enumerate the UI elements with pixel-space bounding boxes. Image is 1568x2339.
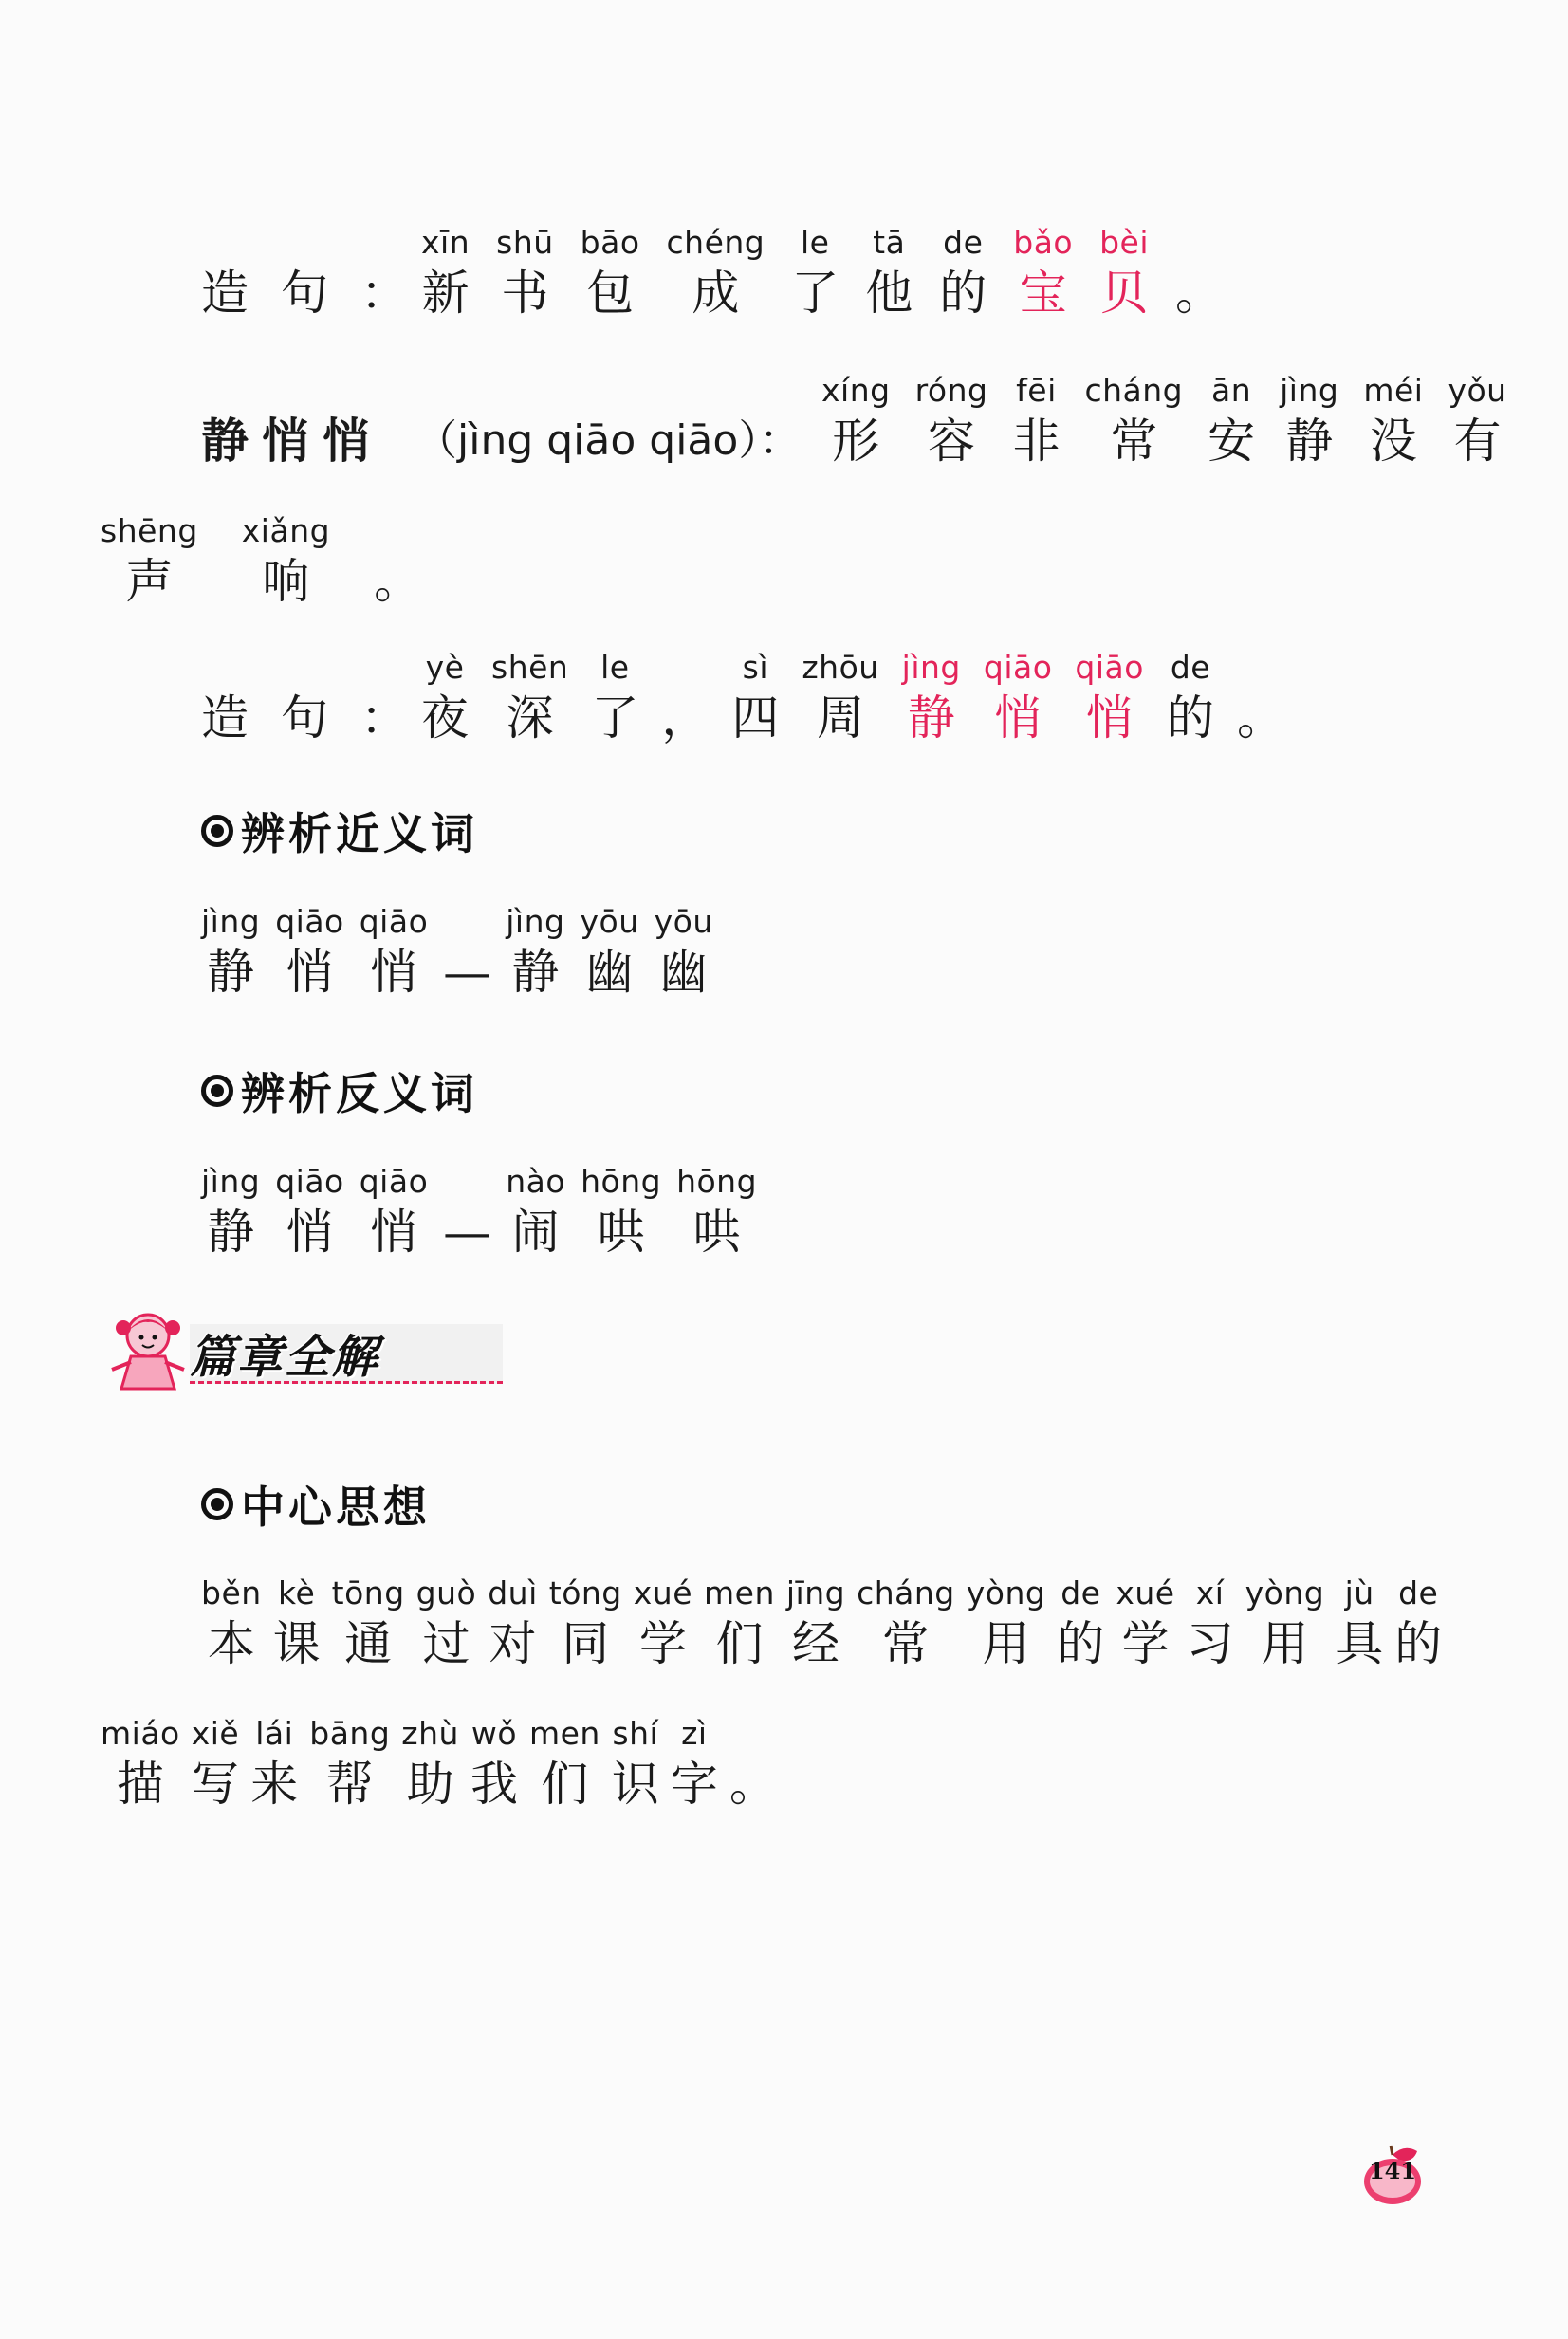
- hanzi-cell: [580, 903, 638, 1004]
- hanzi-cell: [443, 1163, 490, 1263]
- pinyin: chéng: [666, 224, 766, 261]
- hanzi-cell: [984, 649, 1053, 749]
- synonyms-line: [201, 903, 713, 1004]
- hanzi-cell: [242, 512, 330, 613]
- hanzi: 没: [1369, 414, 1417, 469]
- pinyin: tā: [873, 224, 906, 261]
- hanzi-cell: [401, 1715, 459, 1815]
- pinyin: tōng: [331, 1575, 405, 1612]
- page-number: 141: [1368, 2157, 1417, 2184]
- synonyms-heading: 辨析近义词: [201, 800, 478, 862]
- hanzi-cell: [360, 649, 408, 749]
- pinyin: duì: [488, 1575, 538, 1612]
- hanzi-cell: [786, 1575, 845, 1675]
- hanzi: 本: [207, 1616, 255, 1671]
- hanzi: 成: [692, 266, 740, 321]
- hanzi: 悄: [1085, 691, 1134, 746]
- hanzi-cell: [374, 512, 421, 613]
- hanzi: 静: [1285, 414, 1334, 469]
- hanzi: 常: [881, 1616, 930, 1671]
- hanzi: 幽: [585, 945, 634, 1000]
- pinyin: yōu: [654, 903, 713, 940]
- reading-close: ）：: [738, 416, 802, 465]
- hanzi-cell: [488, 1575, 538, 1675]
- pinyin: lái: [255, 1715, 294, 1752]
- pinyin: jìng: [201, 1163, 261, 1200]
- hanzi: 过: [422, 1616, 470, 1671]
- hanzi-cell: [491, 649, 568, 749]
- hanzi: 悄: [994, 691, 1042, 746]
- pinyin: le: [801, 224, 830, 261]
- hanzi: 。: [729, 1757, 777, 1812]
- pinyin: zhōu: [802, 649, 879, 686]
- hanzi-cell: [281, 224, 328, 324]
- hanzi: 静: [907, 691, 955, 746]
- hanzi-cell: [1280, 372, 1338, 472]
- hanzi-cell: [967, 1575, 1046, 1675]
- hanzi: 悄: [286, 1205, 334, 1260]
- pinyin: qiāo: [275, 1163, 344, 1200]
- hanzi-cell: [704, 1575, 775, 1675]
- hanzi: 夜: [421, 691, 469, 746]
- hanzi-cell: [729, 1715, 777, 1815]
- hanzi-cell: [201, 649, 249, 749]
- hanzi-cell: [360, 1163, 429, 1263]
- hanzi-cell: [581, 1163, 661, 1263]
- hanzi: 宝: [1019, 266, 1067, 321]
- hanzi-cell: [201, 224, 249, 324]
- hanzi: 。: [1236, 691, 1284, 746]
- pinyin: méi: [1363, 372, 1424, 409]
- pinyin: de: [1398, 1575, 1439, 1612]
- hanzi-cell: [332, 1575, 405, 1675]
- hanzi: 识: [611, 1757, 659, 1812]
- hanzi: 哄: [692, 1205, 741, 1260]
- hanzi: 句: [281, 266, 328, 321]
- hanzi-cell: [1116, 1575, 1174, 1675]
- hanzi-cell: [506, 903, 564, 1004]
- pinyin: fēi: [1016, 372, 1057, 409]
- hanzi: 幽: [659, 945, 708, 1000]
- pinyin: kè: [278, 1575, 316, 1612]
- hanzi-cell: [821, 372, 891, 472]
- pinyin: xīn: [421, 224, 470, 261]
- hanzi-cell: [1012, 372, 1060, 472]
- pinyin: róng: [914, 372, 988, 409]
- hanzi: 周: [817, 691, 864, 746]
- chapter-banner-label: 篇章全解: [190, 1324, 503, 1384]
- hanzi-cell: [549, 1575, 622, 1675]
- hanzi: 包: [586, 266, 635, 321]
- hanzi: 课: [272, 1616, 321, 1671]
- pinyin: qiāo: [359, 903, 429, 940]
- pinyin: qiāo: [359, 1163, 429, 1200]
- hanzi: 。: [374, 554, 422, 609]
- hanzi: 经: [791, 1616, 839, 1671]
- hanzi-cell: [791, 224, 839, 324]
- hanzi: 哄: [597, 1205, 645, 1260]
- pinyin: bāng: [309, 1715, 391, 1752]
- hanzi-cell: [581, 224, 640, 324]
- pinyin: xí: [1195, 1575, 1225, 1612]
- hanzi: 声: [125, 554, 174, 609]
- pinyin: de: [1061, 1575, 1101, 1612]
- pinyin: cháng: [1084, 372, 1184, 409]
- hanzi: 助: [406, 1757, 454, 1812]
- hanzi: 通: [344, 1616, 393, 1671]
- pinyin: shēng: [101, 512, 198, 549]
- pinyin: shí: [612, 1715, 659, 1752]
- hanzi: 具: [1336, 1616, 1384, 1671]
- pinyin: qiāo: [1075, 649, 1144, 686]
- hanzi: 用: [982, 1616, 1030, 1671]
- pinyin: xiǎng: [241, 512, 331, 549]
- hanzi-cell: [360, 903, 429, 1004]
- hanzi: 闹: [511, 1205, 560, 1260]
- hanzi-cell: [323, 372, 370, 472]
- girl-icon: [99, 1307, 203, 1392]
- hanzi-cell: [443, 903, 490, 1004]
- hanzi-cell: [496, 224, 554, 324]
- hanzi: 书: [501, 266, 549, 321]
- pinyin: zì: [681, 1715, 708, 1752]
- pinyin: hōng: [581, 1163, 662, 1200]
- hanzi: 同: [562, 1616, 610, 1671]
- hanzi: 悄: [262, 414, 309, 469]
- pinyin: bǎo: [1013, 224, 1074, 261]
- hanzi: 贝: [1100, 266, 1149, 321]
- hanzi-cell: [1057, 1575, 1104, 1675]
- hanzi: ：: [360, 691, 408, 746]
- hanzi-cell: [1167, 649, 1214, 749]
- hanzi-cell: [421, 649, 469, 749]
- hanzi-cell: [1099, 224, 1149, 324]
- central-idea-line-2: [101, 1715, 777, 1815]
- hanzi: ，: [661, 691, 710, 746]
- hanzi-cell: [309, 1715, 390, 1815]
- reading-open: （: [415, 416, 457, 465]
- hanzi: ：: [360, 266, 408, 321]
- hanzi: 的: [939, 266, 987, 321]
- hanzi: 对: [489, 1616, 537, 1671]
- pinyin: men: [528, 1715, 600, 1752]
- hanzi-cell: [1237, 649, 1284, 749]
- hanzi-cell: [360, 224, 408, 324]
- hanzi-cell: [1245, 1575, 1325, 1675]
- hanzi-cell: [671, 1715, 718, 1815]
- hanzi: 悄: [286, 945, 334, 1000]
- hanzi: 常: [1110, 414, 1158, 469]
- hanzi-cell: [506, 1163, 565, 1263]
- pinyin: jìng: [506, 903, 565, 940]
- hanzi-cell: [591, 649, 638, 749]
- hanzi-cell: [529, 1715, 600, 1815]
- hanzi: 了: [591, 691, 639, 746]
- pinyin: tóng: [548, 1575, 622, 1612]
- hanzi: 静: [511, 945, 560, 1000]
- pinyin: jìng: [1280, 372, 1339, 409]
- pinyin: men: [704, 1575, 775, 1612]
- pinyin: xué: [1116, 1575, 1175, 1612]
- hanzi: 了: [791, 266, 839, 321]
- pinyin: xiě: [191, 1715, 240, 1752]
- hanzi: —: [443, 1205, 491, 1260]
- hanzi-cell: [1187, 1575, 1234, 1675]
- hanzi: 我: [470, 1757, 518, 1812]
- hanzi: 四: [731, 691, 780, 746]
- hanzi: 他: [865, 266, 913, 321]
- hanzi-cell: [275, 1163, 344, 1263]
- hanzi-cell: [676, 1163, 757, 1263]
- hanzi: 习: [1186, 1616, 1234, 1671]
- entry-definition-line-2: [101, 512, 421, 613]
- example-sentence-2: [201, 649, 1284, 749]
- hanzi: 静: [207, 945, 255, 1000]
- hanzi-cell: [1013, 224, 1073, 324]
- hanzi-cell: [1084, 372, 1183, 472]
- hanzi-cell: [421, 224, 470, 324]
- hanzi-cell: [1208, 372, 1255, 472]
- hanzi: 响: [262, 554, 310, 609]
- hanzi: 们: [541, 1757, 589, 1812]
- hanzi-cell: [1336, 1575, 1383, 1675]
- hanzi: 有: [1453, 414, 1502, 469]
- pinyin: xué: [633, 1575, 693, 1612]
- hanzi-cell: [939, 224, 987, 324]
- pinyin: qiāo: [983, 649, 1053, 686]
- bullet-icon: [201, 815, 233, 847]
- hanzi-cell: [731, 649, 779, 749]
- hanzi: 描: [116, 1757, 164, 1812]
- bullet-icon: [201, 1488, 233, 1520]
- antonyms-heading: 辨析反义词: [201, 1059, 478, 1122]
- pinyin: yòng: [1245, 1575, 1325, 1612]
- hanzi-cell: [915, 372, 988, 472]
- hanzi-cell: [281, 649, 328, 749]
- hanzi-cell: [857, 1575, 955, 1675]
- hanzi: 深: [506, 691, 554, 746]
- pinyin: sì: [742, 649, 769, 686]
- central-idea-heading: 中心思想: [201, 1473, 431, 1536]
- hanzi-cell: [101, 1715, 180, 1815]
- example-label: [201, 649, 408, 749]
- hanzi-cell: [275, 903, 344, 1004]
- pinyin: jìng: [901, 649, 961, 686]
- pinyin: cháng: [857, 1575, 955, 1612]
- bullet-icon: [201, 1075, 233, 1107]
- entry-definition-line-1: [821, 372, 1507, 472]
- pinyin: yǒu: [1448, 372, 1507, 409]
- pinyin: qiāo: [275, 903, 344, 940]
- example-label: [201, 224, 408, 324]
- pinyin: yōu: [580, 903, 639, 940]
- hanzi: 悄: [370, 945, 417, 1000]
- pinyin: zhù: [401, 1715, 459, 1752]
- hanzi-cell: [250, 1715, 298, 1815]
- entry-word: [201, 372, 370, 472]
- antonyms-line: [201, 1163, 757, 1263]
- hanzi: 学: [1121, 1616, 1170, 1671]
- hanzi: 安: [1208, 414, 1256, 469]
- example-words: [421, 224, 1223, 324]
- hanzi-cell: [101, 512, 198, 613]
- pinyin: shū: [496, 224, 554, 261]
- hanzi-cell: [1394, 1575, 1442, 1675]
- hanzi: 造: [201, 266, 249, 321]
- hanzi-cell: [273, 1575, 321, 1675]
- hanzi-cell: [612, 1715, 659, 1815]
- pinyin: bèi: [1099, 224, 1150, 261]
- pinyin: de: [943, 224, 984, 261]
- hanzi: 用: [1261, 1616, 1309, 1671]
- hanzi-cell: [201, 1163, 260, 1263]
- page-number-badge: [1355, 2134, 1430, 2210]
- hanzi-cell: [865, 224, 913, 324]
- pinyin: yè: [425, 649, 465, 686]
- hanzi: 形: [832, 414, 880, 469]
- hanzi-cell: [201, 372, 249, 472]
- pinyin: běn: [201, 1575, 262, 1612]
- hanzi-cell: [661, 649, 709, 749]
- hanzi-cell: [262, 372, 309, 472]
- pinyin: hōng: [676, 1163, 758, 1200]
- entry-reading: [415, 372, 801, 472]
- hanzi-cell: [1448, 372, 1506, 472]
- pinyin: le: [600, 649, 630, 686]
- hanzi: 悄: [370, 1205, 417, 1260]
- hanzi: 悄: [323, 414, 370, 469]
- hanzi: 静: [201, 414, 249, 469]
- hanzi-cell: [192, 1715, 240, 1815]
- pinyin: jìng: [201, 903, 261, 940]
- hanzi: 们: [715, 1616, 764, 1671]
- hanzi: 新: [421, 266, 470, 321]
- pinyin: ān: [1211, 372, 1252, 409]
- hanzi-cell: [667, 224, 766, 324]
- hanzi: 帮: [325, 1757, 374, 1812]
- central-idea-line-1: [201, 1575, 1442, 1675]
- pinyin: xíng: [821, 372, 891, 409]
- hanzi-cell: [802, 649, 878, 749]
- hanzi-cell: [634, 1575, 692, 1675]
- hanzi-cell: [1363, 372, 1423, 472]
- pinyin: de: [1170, 649, 1211, 686]
- hanzi-cell: [1175, 224, 1223, 324]
- reading-pinyin: jìng qiāo qiāo: [457, 416, 739, 465]
- example-words: [421, 649, 1284, 749]
- hanzi-cell: [416, 1575, 477, 1675]
- pinyin: jù: [1344, 1575, 1374, 1612]
- hanzi-cell: [1075, 649, 1144, 749]
- hanzi: 静: [207, 1205, 255, 1260]
- hanzi: 学: [638, 1616, 687, 1671]
- hanzi: 造: [201, 691, 249, 746]
- hanzi: 的: [1394, 1616, 1443, 1671]
- hanzi: 的: [1057, 1616, 1105, 1671]
- hanzi: 的: [1166, 691, 1214, 746]
- hanzi: 写: [191, 1757, 239, 1812]
- hanzi-cell: [655, 903, 713, 1004]
- chapter-banner: [99, 1307, 412, 1392]
- pinyin: miáo: [101, 1715, 180, 1752]
- hanzi-cell: [470, 1715, 518, 1815]
- pinyin: yòng: [966, 1575, 1046, 1612]
- hanzi: 句: [281, 691, 328, 746]
- pinyin: guò: [415, 1575, 477, 1612]
- pinyin: jīng: [785, 1575, 846, 1612]
- hanzi: —: [443, 945, 491, 1000]
- hanzi: 来: [250, 1757, 299, 1812]
- hanzi-cell: [201, 1575, 262, 1675]
- hanzi-cell: [902, 649, 961, 749]
- hanzi: 非: [1012, 414, 1061, 469]
- hanzi: 容: [928, 414, 976, 469]
- pinyin: shēn: [491, 649, 569, 686]
- pinyin: wǒ: [470, 1715, 518, 1752]
- hanzi-cell: [201, 903, 260, 1004]
- example-sentence-1: [201, 224, 1223, 324]
- pinyin: nào: [506, 1163, 566, 1200]
- hanzi: 字: [670, 1757, 718, 1812]
- hanzi: 。: [1175, 266, 1224, 321]
- pinyin: bāo: [580, 224, 640, 261]
